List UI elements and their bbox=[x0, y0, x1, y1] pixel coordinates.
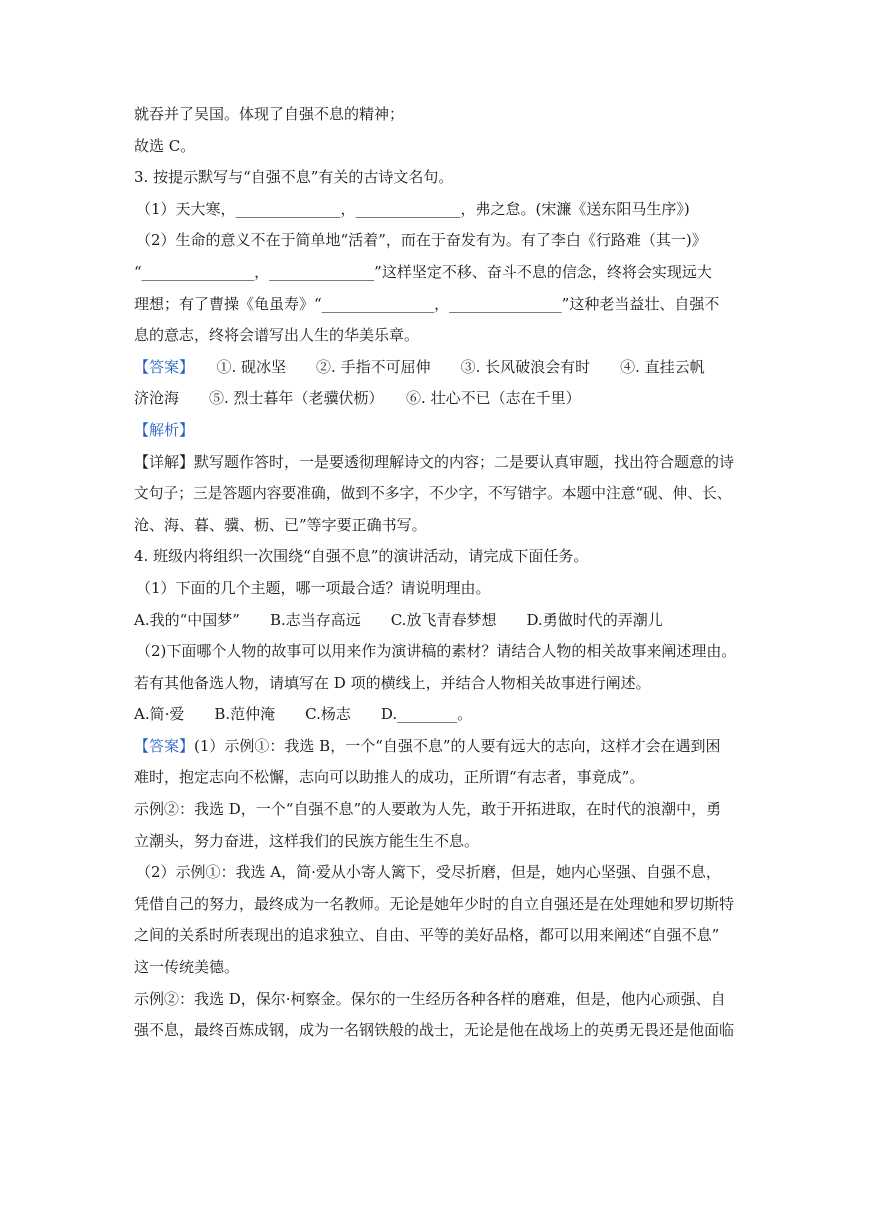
text-line: 文句子；三是答题内容要准确，做到不多字，不少字，不写错字。本题中注意“砚、伸、长、 bbox=[134, 485, 732, 503]
text-line: 沧、海、暮、骥、枥、已”等字要正确书写。 bbox=[134, 515, 427, 534]
question-3-part-2: （2）生命的意义不在于简单地“活着”，而在于奋发有为。有了李白《行路难（其一)》 bbox=[136, 231, 707, 250]
text-line: 凭借自己的努力，最终成为一名教师。无论是她年少时的自立自强还是在处理她和罗切斯特 bbox=[134, 894, 735, 913]
answer-tag: 【答案】 bbox=[134, 736, 195, 755]
analysis-line bbox=[134, 422, 740, 439]
text-line: 若有其他备选人物，请填写在 D 项的横线上，并结合人物相关故事进行阐述。 bbox=[134, 673, 651, 692]
text-line: “_______________，______________”这样坚定不移、奋斗不息的信念，终将会实现远大 bbox=[134, 262, 712, 281]
text-line: 这一传统美德。 bbox=[134, 958, 240, 977]
text-line: （2）示例①：我选 A，简·爱从小寄人篱下，受尽折磨，但是，她内心坚强、自强不息， bbox=[136, 863, 721, 882]
text-line: 故选 C。 bbox=[134, 136, 196, 155]
answer-line bbox=[134, 738, 740, 755]
text-line: 示例②：我选 D，保尔·柯察金。保尔的一生经历各种各样的磨难，但是，他内心顽强、自 bbox=[134, 989, 726, 1008]
question-4-part-2: （2)下面哪个人物的故事可以用来作为演讲稿的素材？请结合人物的相关故事来阐述理由。 bbox=[136, 642, 737, 661]
detail-line: 【详解】默写题作答时，一是要透彻理解诗文的内容；二是要认真审题，找出符合题意的诗 bbox=[134, 452, 735, 471]
text-line: 立潮头，努力奋进，这样我们的民族方能生生不息。 bbox=[134, 831, 480, 850]
analysis-tag: 【解析】 bbox=[134, 420, 195, 439]
question-3-heading: 3. 按提示默写与“自强不息”有关的古诗文名句。 bbox=[134, 168, 454, 187]
text-line: 济沧海 ⑤. 烈士暮年（老骥伏枥） ⑥. 壮心不已（志在千里） bbox=[134, 389, 581, 408]
text-line: 就吞并了吴国。体现了自强不息的精神； bbox=[134, 105, 405, 123]
text-line: 息的意志，终将会谱写出人生的华美乐章。 bbox=[134, 326, 420, 345]
question-4-part-1: （1）下面的几个主题，哪一项最合适？请说明理由。 bbox=[136, 578, 491, 597]
question-4-options-2: A.简·爱 B.范仲淹 C.杨志 D.________。 bbox=[134, 705, 473, 724]
document-page bbox=[134, 106, 740, 1054]
question-3-part-1: （1）天大寒，______________，______________，弗之怠。(宋濂《送东阳马生序》) bbox=[136, 199, 690, 218]
answer-text: ①. 砚冰坚 ②. 手指不可屈伸 ③. 长风破浪会有时 ④. 直挂云帆 bbox=[186, 357, 705, 376]
text-line: 强不息，最终百炼成钢，成为一名钢铁般的战士，无论是他在战场上的英勇无畏还是他面临 bbox=[134, 1021, 735, 1040]
text-line: 之间的关系时所表现出的追求独立、自由、平等的美好品格，都可以用来阐述“自强不息” bbox=[134, 926, 720, 945]
text-line: 示例②：我选 D，一个“自强不息”的人要敢为人先，敢于开拓进取，在时代的浪潮中，勇 bbox=[134, 800, 722, 819]
answer-line bbox=[134, 359, 740, 376]
question-4-options-1: A.我的“中国梦” B.志当存高远 C.放飞青春梦想 D.勇做时代的弄潮儿 bbox=[134, 610, 663, 629]
text-line: 难时，抱定志向不松懈，志向可以助推人的成功，正所谓“有志者，事竟成”。 bbox=[134, 768, 645, 787]
answer-text: (1）示例①：我选 B，一个“自强不息”的人要有远大的志向，这样才会在遇到困 bbox=[194, 736, 721, 755]
answer-tag: 【答案】 bbox=[134, 357, 187, 376]
question-4-heading: 4. 班级内将组织一次围绕“自强不息”的演讲活动，请完成下面任务。 bbox=[134, 547, 589, 566]
text-line: 理想；有了曹操《龟虽寿》“_______________，_______________”这种老当益壮、自强不 bbox=[134, 294, 720, 313]
